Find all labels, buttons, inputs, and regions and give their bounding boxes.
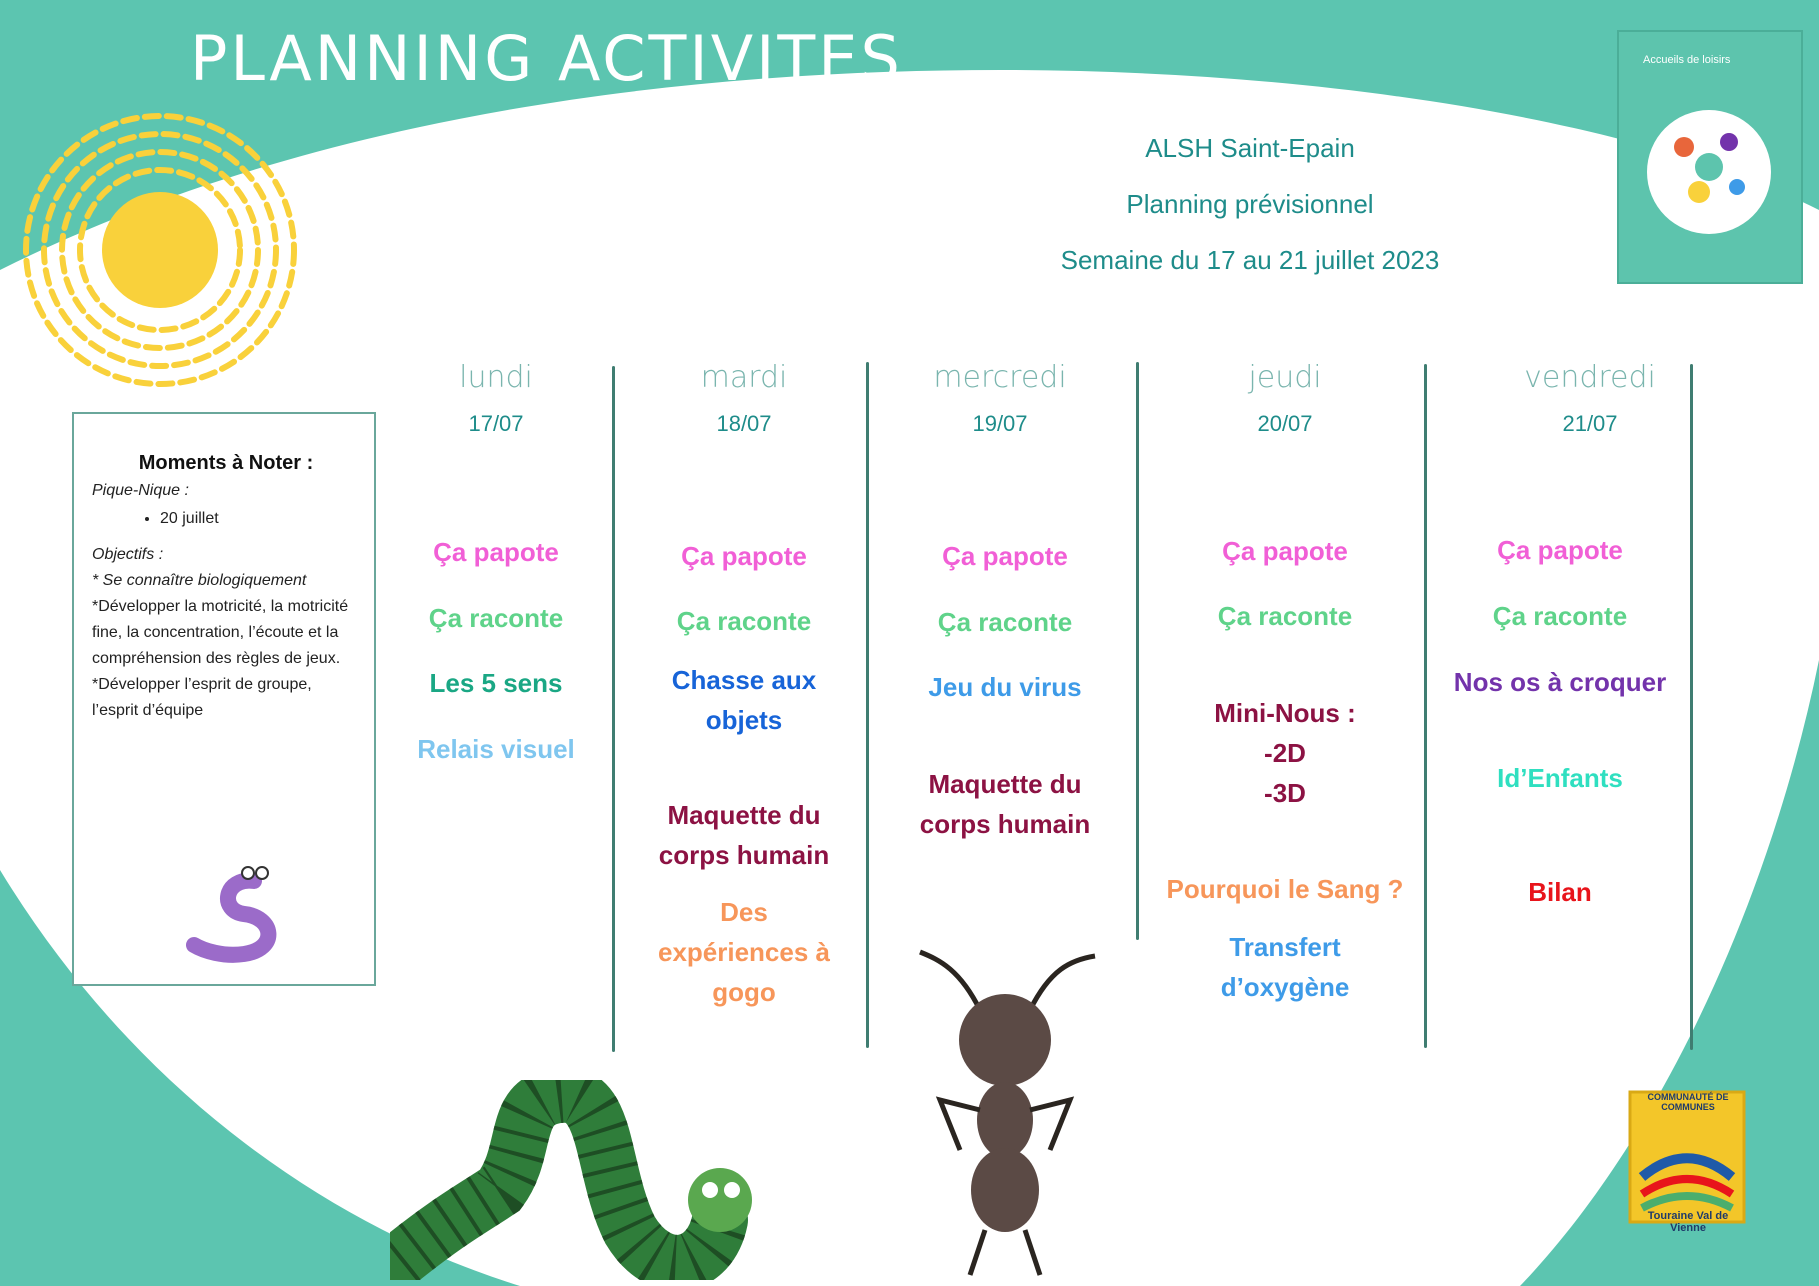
column-divider: [1424, 364, 1427, 1048]
worm-icon: [184, 859, 314, 969]
day-date: 20/07: [1257, 411, 1313, 436]
activity-label: Chasse aux objets: [671, 665, 817, 735]
column-divider: [866, 362, 869, 1048]
caterpillar-icon: [390, 1080, 760, 1280]
sun-icon: [0, 100, 330, 400]
day-date: 17/07: [468, 411, 524, 436]
day-header-lundi: [416, 360, 576, 437]
day-header-jeudi: [1205, 360, 1365, 437]
day-header-vendredi: [1500, 360, 1680, 437]
column-divider: [1690, 364, 1693, 1050]
activity-label: Des expériences à gogo: [657, 897, 830, 1007]
day-date: 19/07: [972, 411, 1028, 436]
picnic-label: Pique-Nique :: [92, 482, 189, 499]
logo-text-top: COMMUNAUTÉ DE COMMUNES: [1647, 1092, 1729, 1112]
picnic-item: • 20 juillet: [160, 506, 360, 532]
ant-icon: [900, 940, 1130, 1280]
day-name: mercredi: [933, 360, 1067, 395]
objectives-label: Objectifs :: [92, 546, 164, 563]
activity-label: Ça raconte: [1492, 601, 1628, 631]
activity-label: Maquette du corps humain: [919, 769, 1091, 839]
activity-label: Mini-Nous :: [1214, 698, 1356, 728]
brochure-title: Accueils de loisirs: [1643, 54, 1731, 66]
week-range: Semaine du 17 au 21 juillet 2023: [1060, 245, 1440, 275]
activity-label: Bilan: [1528, 877, 1592, 907]
activity-label: Pourquoi le Sang ?: [1166, 874, 1404, 904]
activity-label: -3D: [1264, 778, 1306, 808]
activity-label: Maquette du corps humain: [658, 800, 830, 870]
objective-item: *Développer la motricité, la motricité fine, la concentration, l’écoute et la compréhension des règles de jeux.: [92, 598, 349, 667]
notes-heading: Moments à Noter :: [138, 452, 314, 474]
day-name: lundi: [459, 360, 533, 395]
activity-label: Ça raconte: [676, 606, 812, 636]
activity-label: Les 5 sens: [429, 668, 563, 698]
day-name: mardi: [700, 360, 788, 395]
activity-label: Ça papote: [1222, 536, 1348, 566]
activity-label: Jeu du virus: [928, 672, 1082, 702]
activity-label: Nos os à croquer: [1453, 667, 1667, 697]
day-header-mardi: [664, 360, 824, 437]
activity-label: Id’Enfants: [1497, 763, 1623, 793]
header-info: [1000, 120, 1500, 288]
notes-card: [72, 412, 376, 986]
activity-label: -2D: [1264, 738, 1306, 768]
activity-label: Transfert d’oxygène: [1220, 932, 1350, 1002]
centre-name: ALSH Saint-Epain: [1145, 133, 1355, 163]
column-divider: [612, 366, 615, 1052]
activity-label: Ça papote: [681, 541, 807, 571]
day-date: 18/07: [716, 411, 772, 436]
page-title: PLANNING ACTIVITES: [190, 22, 903, 95]
day-name: jeudi: [1248, 360, 1322, 395]
bugs-illustration: [1639, 92, 1779, 252]
activity-label: Ça raconte: [937, 607, 1073, 637]
column-divider: [1136, 362, 1139, 940]
picnic-list: [92, 506, 360, 532]
objective-item: *Développer l’esprit de groupe, l’esprit d’équipe: [92, 676, 312, 719]
activity-label: Ça papote: [1497, 535, 1623, 565]
activity-label: Ça papote: [433, 537, 559, 567]
activity-label: Ça raconte: [1217, 601, 1353, 631]
day-header-mercredi: [910, 360, 1090, 437]
planning-subtitle: Planning prévisionnel: [1126, 189, 1374, 219]
activity-label: Ça papote: [942, 541, 1068, 571]
activity-label: Ça raconte: [428, 603, 564, 633]
day-name: vendredi: [1524, 360, 1656, 395]
brochure-image: [1617, 30, 1803, 284]
objective-item: * Se connaître biologiquement: [92, 572, 307, 589]
logo-text-bottom: Touraine Val de Vienne: [1647, 1210, 1729, 1234]
day-date: 21/07: [1562, 411, 1618, 436]
activity-label: Relais visuel: [417, 734, 575, 764]
